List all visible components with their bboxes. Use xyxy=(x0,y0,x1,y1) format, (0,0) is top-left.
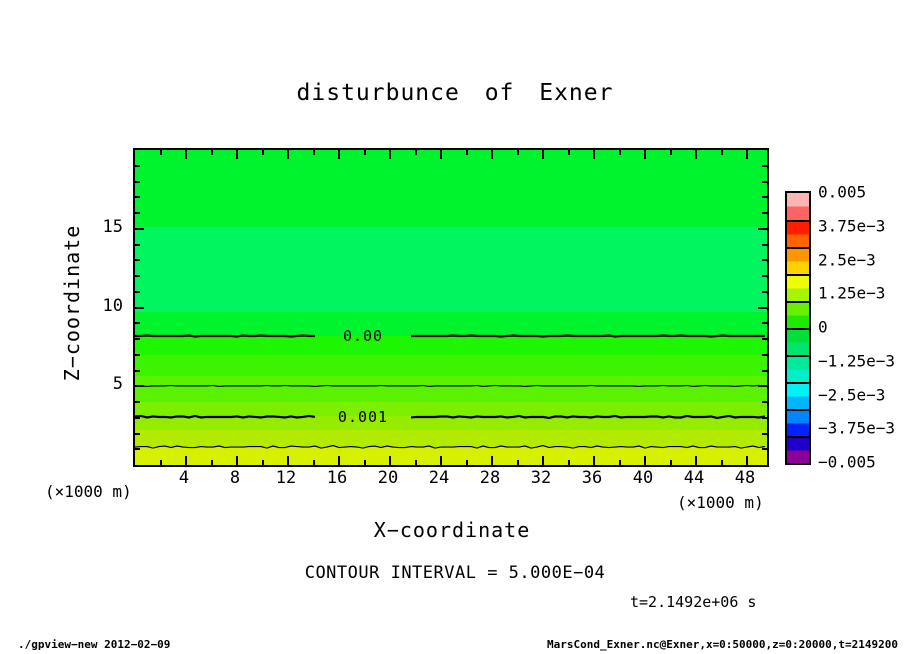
y-axis-unit-label: (×1000 m) xyxy=(45,482,132,501)
contour-line-label: 0.001 xyxy=(337,407,389,426)
colorbar-tick-label: −0.005 xyxy=(818,452,876,472)
x-tick-label: 16 xyxy=(326,468,348,488)
colorbar-cell xyxy=(787,247,809,274)
colorbar-tick-label: 0 xyxy=(818,317,828,337)
contour-line-label: 0.00 xyxy=(342,327,384,345)
x-tick-label: 28 xyxy=(479,468,501,488)
x-tick-labels xyxy=(133,468,765,488)
page-title: disturbunce of Exner xyxy=(296,80,614,106)
y-tick-label: 5 xyxy=(112,374,123,395)
x-tick-label: 48 xyxy=(734,468,756,488)
x-tick-label: 24 xyxy=(428,468,450,488)
colorbar-tick-label: −1.25e−3 xyxy=(818,351,896,371)
x-tick-label: 20 xyxy=(377,468,399,488)
x-axis-title: X−coordinate xyxy=(373,518,531,542)
x-tick-label: 44 xyxy=(683,468,705,488)
colorbar-cell xyxy=(787,274,809,301)
x-tick-label: 40 xyxy=(632,468,654,488)
colorbar-tick-label: 0.005 xyxy=(818,182,867,202)
colorbar-cell xyxy=(787,301,809,328)
colorbar-tick-label: 2.5e−3 xyxy=(818,250,876,269)
colorbar-tick-label: −2.5e−3 xyxy=(818,385,886,404)
footer-file-text: MarsCond_Exner.nc@Exner,x=0:50000,z=0:20000,t=2149200 xyxy=(547,638,898,651)
y-tick-label: 15 xyxy=(102,216,123,237)
x-tick-label: 32 xyxy=(530,468,552,488)
contour-labels xyxy=(135,150,767,465)
y-tick-label: 10 xyxy=(102,295,123,316)
x-axis-unit-label: (×1000 m) xyxy=(677,493,764,512)
x-tick-label: 8 xyxy=(229,468,241,488)
plot-area xyxy=(133,148,769,467)
y-axis-title: Z−coordinate xyxy=(60,224,84,382)
colorbar-cell xyxy=(787,355,809,382)
colorbar-cell xyxy=(787,193,809,220)
footer-command-text: ./gpview−new 2012−02−09 xyxy=(18,638,171,651)
colorbar-cell xyxy=(787,409,809,436)
x-tick-label: 36 xyxy=(581,468,603,488)
colorbar-cell xyxy=(787,436,809,463)
colorbar-tick-label: 3.75e−3 xyxy=(818,216,886,236)
colorbar-tick-label: 1.25e−3 xyxy=(818,283,886,303)
colorbar-tick-label: −3.75e−3 xyxy=(818,418,896,438)
colorbar-cell xyxy=(787,220,809,247)
colorbar-cell xyxy=(787,382,809,409)
colorbar-cell xyxy=(787,328,809,355)
x-tick-label: 4 xyxy=(178,468,190,488)
x-tick-label: 12 xyxy=(275,468,297,488)
time-annotation: t=2.1492e+06 s xyxy=(630,593,757,611)
colorbar xyxy=(785,191,811,465)
contour-interval-note: CONTOUR INTERVAL = 5.000E−04 xyxy=(304,563,606,583)
